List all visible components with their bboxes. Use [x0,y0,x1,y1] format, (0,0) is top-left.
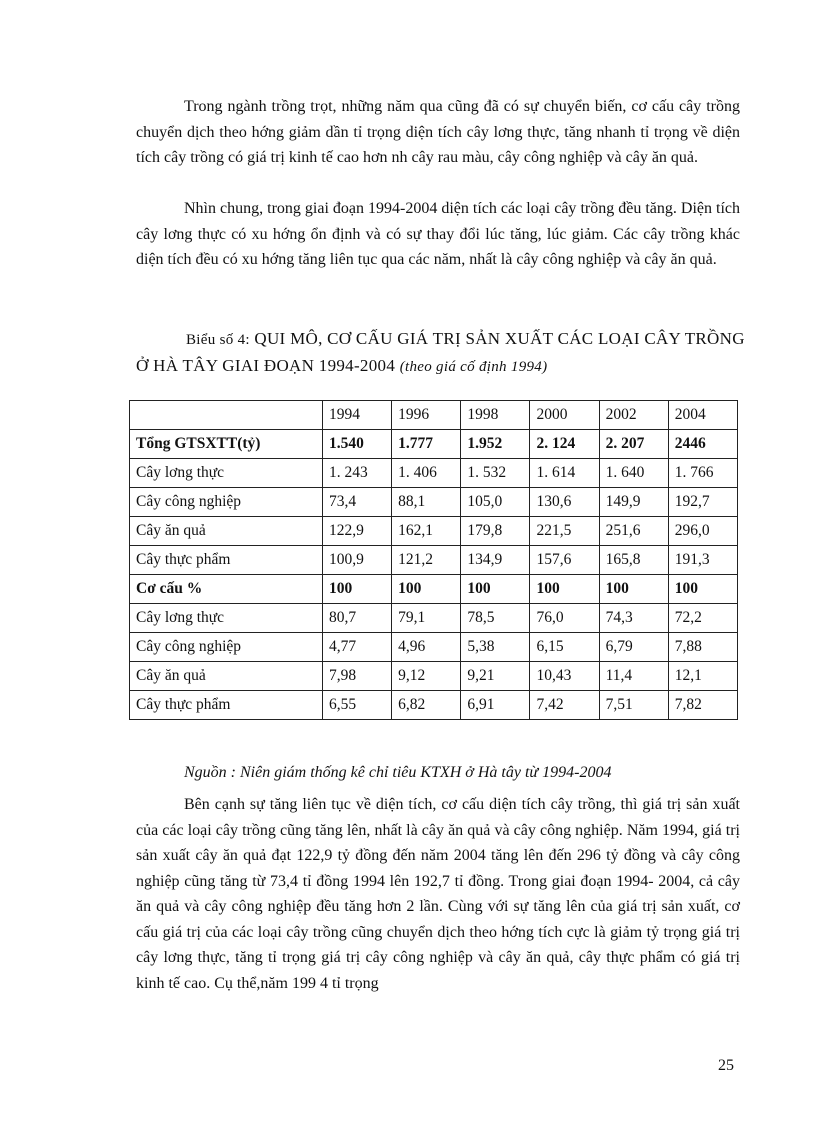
table-header-cell: 2000 [530,401,599,430]
table-cell: 192,7 [668,488,737,517]
table-header-cell: 1998 [461,401,530,430]
paragraph-2: Nhìn chung, trong giai đoạn 1994-2004 diện tích các loại cây trồng đều tăng. Diện tích cây lơng thực có xu hớng ổn định và có sự thay đổi lúc tăng, lúc giảm. Các cây trồng khác diện tích đều có xu hớng tăng liên tục qua các năm, nhất là cây công nghiệp và cây ăn quả. [136,200,740,268]
table-row [130,459,738,488]
table-header-cell: 1994 [323,401,392,430]
table-cell: 1.952 [461,430,530,459]
table-cell: 5,38 [461,633,530,662]
table-cell: 78,5 [461,604,530,633]
table-header-cell [130,401,323,430]
table-cell: 122,9 [323,517,392,546]
data-table [129,400,738,720]
table-cell: 100,9 [323,546,392,575]
table-cell: 9,21 [461,662,530,691]
table-cell: 7,88 [668,633,737,662]
table-row [130,604,738,633]
table-cell: 7,82 [668,691,737,720]
table-cell: 88,1 [392,488,461,517]
table-row [130,633,738,662]
row-label: Cơ cấu % [130,575,323,604]
table-cell: 157,6 [530,546,599,575]
table-row [130,546,738,575]
table-cell: 6,55 [323,691,392,720]
table-cell: 251,6 [599,517,668,546]
table-cell: 11,4 [599,662,668,691]
table-cell: 1. 640 [599,459,668,488]
table-caption [136,326,746,380]
table-cell: 73,4 [323,488,392,517]
row-label: Tổng GTSXTT(tỷ) [130,430,323,459]
table-header-cell: 1996 [392,401,461,430]
table-cell: 130,6 [530,488,599,517]
table-cell: 7,98 [323,662,392,691]
table-header-row [130,401,738,430]
table-cell: 179,8 [461,517,530,546]
table-header-cell: 2004 [668,401,737,430]
table-cell: 12,1 [668,662,737,691]
table-cell: 121,2 [392,546,461,575]
row-label: Cây thực phẩm [130,546,323,575]
row-label: Cây công nghiệp [130,633,323,662]
table-row [130,662,738,691]
table-cell: 100 [599,575,668,604]
caption-label: Biểu số 4: [186,332,250,348]
table-cell: 1. 406 [392,459,461,488]
table-cell: 149,9 [599,488,668,517]
table-cell: 7,42 [530,691,599,720]
table-cell: 296,0 [668,517,737,546]
table-cell: 2446 [668,430,737,459]
table-cell: 105,0 [461,488,530,517]
table-cell: 1. 614 [530,459,599,488]
row-label: Cây ăn quả [130,517,323,546]
page-number: 25 [718,1057,734,1074]
table-cell: 4,96 [392,633,461,662]
caption-title: QUI MÔ, CƠ CẤU GIÁ TRỊ SẢN XUẤT CÁC LOẠI CÂY TRỒNG Ở HÀ TÂY GIAI ĐOẠN 1994-2004 [136,329,745,375]
row-label: Cây ăn quả [130,662,323,691]
table-cell: 162,1 [392,517,461,546]
table-cell: 2. 124 [530,430,599,459]
table-cell: 4,77 [323,633,392,662]
table-cell: 100 [530,575,599,604]
table-cell: 191,3 [668,546,737,575]
table-cell: 6,82 [392,691,461,720]
table-cell: 6,91 [461,691,530,720]
table-cell: 134,9 [461,546,530,575]
table-row [130,517,738,546]
row-label: Cây lơng thực [130,604,323,633]
table-cell: 221,5 [530,517,599,546]
table-cell: 1. 766 [668,459,737,488]
table-cell: 72,2 [668,604,737,633]
table-cell: 74,3 [599,604,668,633]
table-cell: 100 [461,575,530,604]
table-row [130,488,738,517]
table-header-cell: 2002 [599,401,668,430]
caption-note: (theo giá cố định 1994) [399,359,548,375]
table-row [130,691,738,720]
table-cell: 76,0 [530,604,599,633]
table-cell: 165,8 [599,546,668,575]
table-cell: 9,12 [392,662,461,691]
table-cell: 6,79 [599,633,668,662]
table-cell: 1. 243 [323,459,392,488]
table-cell: 1. 532 [461,459,530,488]
table-cell: 6,15 [530,633,599,662]
paragraph-3: Bên cạnh sự tăng liên tục về diện tích, cơ cấu diện tích cây trồng, thì giá trị sản xuất của các loại cây trồng cũng tăng lên, nhất là cây ăn quả và cây công nghiệp. Năm 1994, giá trị sản xuất cây ăn quả đạt 122,9 tỷ đồng đến năm 2004 tăng lên đến 296 tỷ đồng và cây công nghiệp cũng tăng từ 73,4 tỉ đồng 1994 lên 192,7 tỉ đồng. Trong giai đoạn 1994- 2004, cả cây ăn quả và cây công nghiệp đều tăng hơn 2 lần. Cùng với sự tăng lên của giá trị sản xuất, cơ cấu giá trị của các loại cây trồng cũng chuyển dịch theo hớng tích cực là giảm tỷ trọng giá trị cây lơng thực, tăng tỉ trọng giá trị cây công nghiệp và cây ăn quả, cây thực phẩm có giá trị kinh tế cao. Cụ thể,năm 199 4 tỉ trọng [136,796,740,992]
table-row [130,430,738,459]
paragraph-1: Trong ngành trồng trọt, những năm qua cũng đã có sự chuyển biến, cơ cấu cây trồng chuyển dịch theo hớng giảm dần tỉ trọng diện tích cây lơng thực, tăng nhanh tỉ trọng về diện tích cây trồng có giá trị kinh tế cao hơn nh cây rau màu, cây công nghiệp và cây ăn quả. [136,98,740,166]
table-cell: 7,51 [599,691,668,720]
row-label: Cây công nghiệp [130,488,323,517]
table-row [130,575,738,604]
table-cell: 80,7 [323,604,392,633]
table-cell: 100 [392,575,461,604]
table-cell: 100 [668,575,737,604]
table-cell: 79,1 [392,604,461,633]
table-cell: 2. 207 [599,430,668,459]
table-cell: 100 [323,575,392,604]
source-note: Nguồn : Niên giám thống kê chỉ tiêu KTXH ở Hà tây từ 1994-2004 [184,764,612,781]
table-cell: 1.777 [392,430,461,459]
table-cell: 10,43 [530,662,599,691]
row-label: Cây lơng thực [130,459,323,488]
row-label: Cây thực phẩm [130,691,323,720]
table-cell: 1.540 [323,430,392,459]
